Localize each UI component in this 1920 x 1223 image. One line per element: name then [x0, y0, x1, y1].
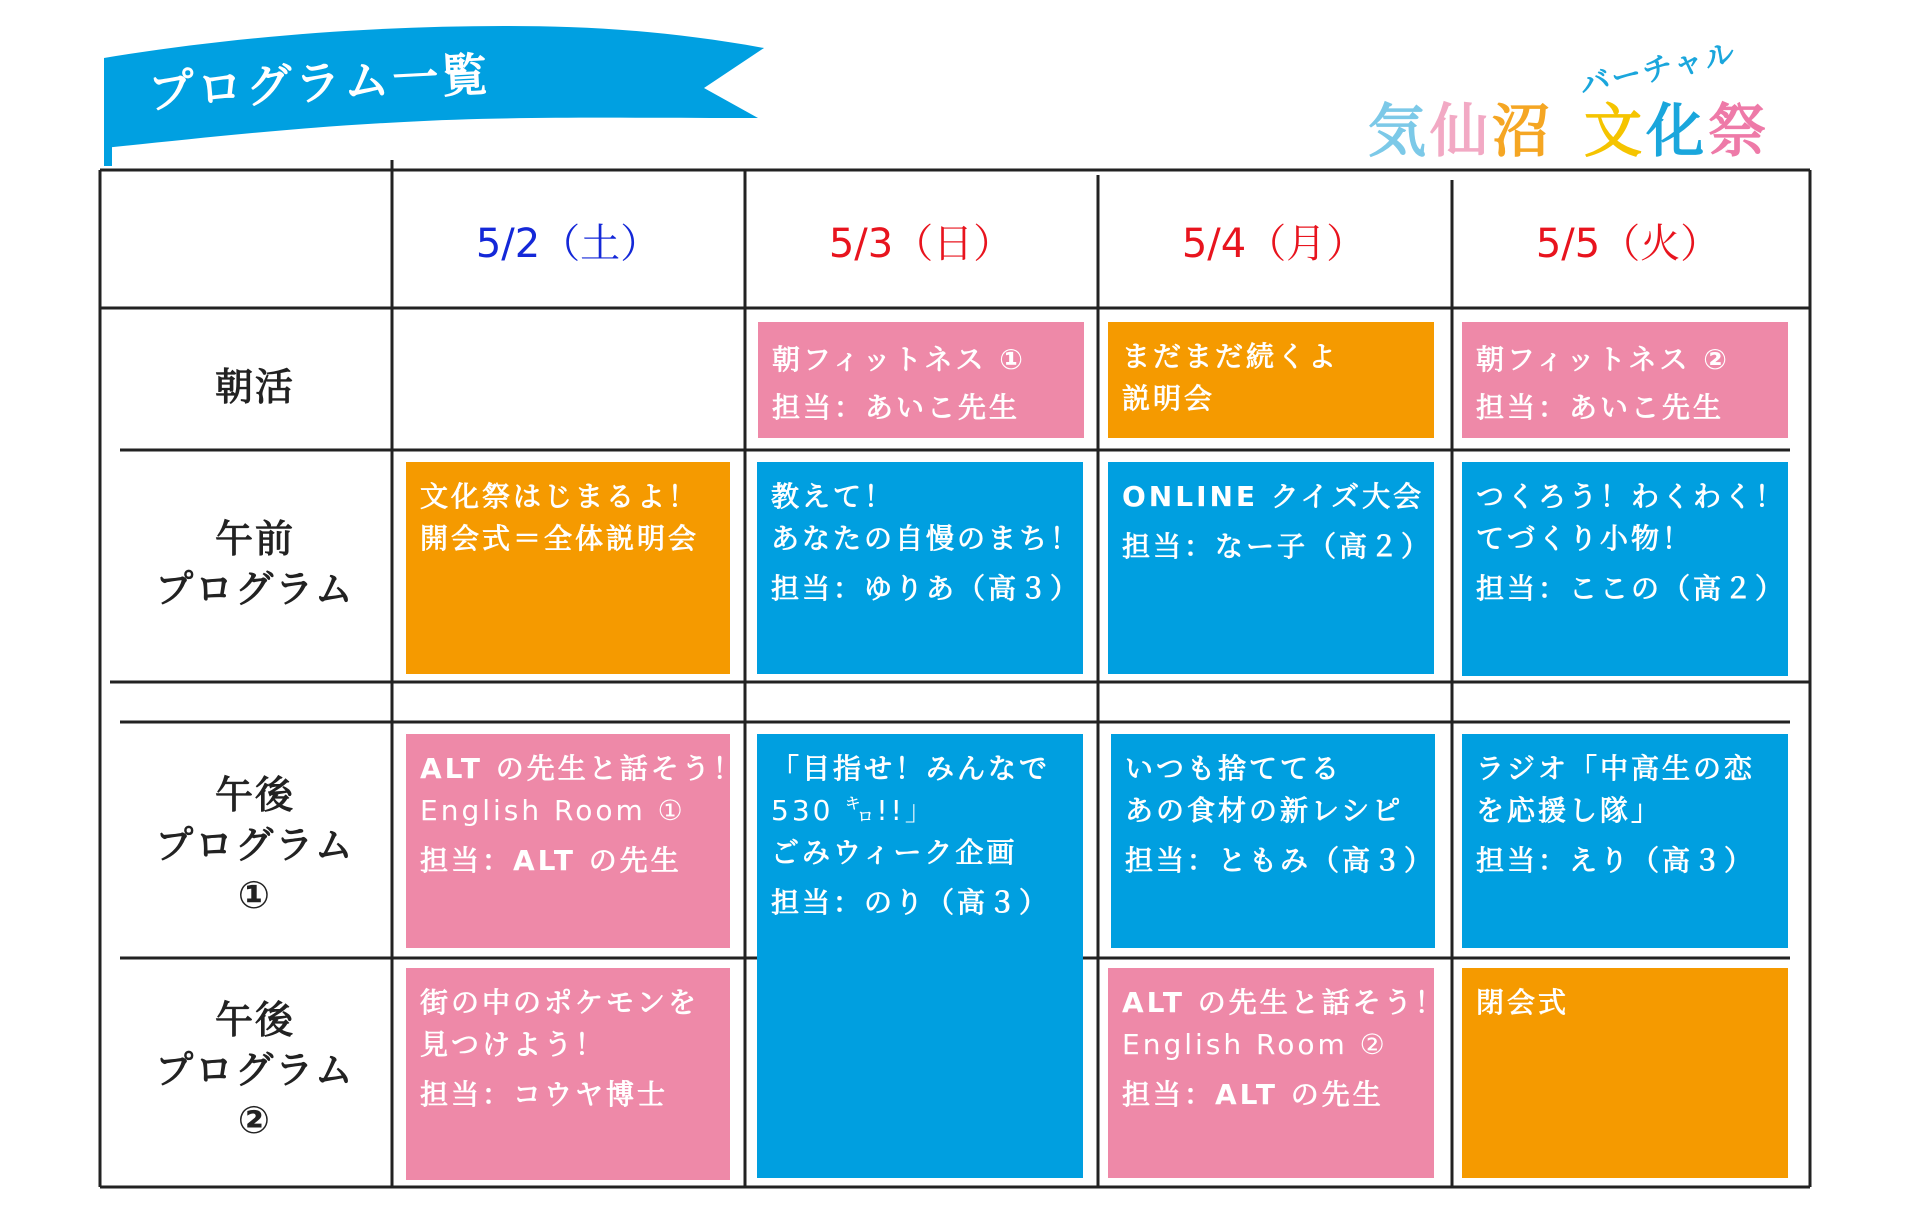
card-title: 開会式＝全体説明会: [420, 522, 700, 555]
card-host: 担当：えり（高３）: [1476, 844, 1756, 877]
program-card-d2-pm2[interactable]: [406, 968, 730, 1180]
card-title: てづくり小物！: [1476, 522, 1694, 555]
card-host: 担当：コウヤ博士: [420, 1078, 669, 1111]
card-title: 朝フィットネス ②: [1476, 343, 1730, 376]
card-title: 見つけよう！: [420, 1028, 607, 1061]
card-title: 朝フィットネス ①: [772, 343, 1026, 376]
program-card-d3-pm[interactable]: [757, 734, 1083, 1178]
logo-main-text: [1368, 84, 1770, 168]
card-host: 担当：のり（高３）: [771, 886, 1051, 919]
card-host: 担当：あいこ先生: [1476, 391, 1725, 424]
row-label-text: ①: [237, 873, 273, 917]
card-title: を応援し隊」: [1476, 794, 1663, 827]
festival-logo: [1360, 35, 1800, 165]
logo-char: 文: [1584, 97, 1647, 165]
card-host: 担当：ALT の先生: [1122, 1078, 1384, 1111]
logo-virtual-text: バーチャル: [1576, 35, 1740, 104]
program-card-d5-pm2[interactable]: [1462, 968, 1788, 1178]
row-label-text: ②: [237, 1098, 273, 1142]
card-title: ラジオ「中高生の恋: [1476, 752, 1756, 785]
row-label-morning: [110, 362, 400, 412]
program-card-d5-morning[interactable]: [1462, 322, 1788, 438]
card-title: 説明会: [1122, 382, 1216, 415]
program-card-d3-am[interactable]: [757, 462, 1083, 674]
card-title: あなたの自慢のまち！: [771, 522, 1082, 555]
logo-char: 祭: [1708, 97, 1771, 165]
card-title: 文化祭はじまるよ！: [420, 480, 700, 513]
row-label-text: プログラム: [155, 1048, 355, 1092]
card-title: English Room ①: [420, 794, 686, 827]
card-host: 担当：ここの（高２）: [1476, 572, 1787, 605]
date-header-5-2: 5/2（土）: [475, 221, 661, 267]
program-card-d5-pm1[interactable]: [1462, 734, 1788, 948]
date-header-5-4: 5/4（月）: [1181, 221, 1367, 267]
row-label-text: 午後: [214, 998, 295, 1042]
program-card-d4-am[interactable]: [1108, 462, 1434, 674]
row-label-text: プログラム: [155, 823, 355, 867]
card-title: 「目指せ！みんなで: [771, 752, 1051, 785]
card-title: 街の中のポケモンを: [420, 986, 700, 1019]
card-host: 担当：ALT の先生: [420, 844, 682, 877]
logo-char: 沼: [1492, 97, 1555, 165]
card-host: 担当：なー子（高２）: [1122, 530, 1433, 563]
card-title: ALT の先生と話そう！: [420, 752, 744, 785]
row-label-pm1: [110, 770, 400, 920]
card-title: ALT の先生と話そう！: [1122, 986, 1446, 1019]
card-title: つくろう！わくわく！: [1476, 480, 1787, 513]
card-title: 閉会式: [1476, 986, 1570, 1019]
card-title: いつも捨ててる: [1125, 752, 1343, 785]
program-card-d2-pm1[interactable]: [406, 734, 744, 948]
date-header-5-3: 5/3（日）: [828, 221, 1014, 267]
card-title: あの食材の新レシピ: [1125, 794, 1404, 827]
card-title: ONLINE クイズ大会: [1122, 480, 1425, 513]
logo-char: 化: [1646, 97, 1709, 165]
page-title: プログラム一覧: [146, 47, 492, 119]
program-card-d2-am[interactable]: [406, 462, 730, 674]
program-card-d4-pm1[interactable]: [1111, 734, 1435, 948]
logo-char: 仙: [1430, 97, 1493, 165]
row-label-am: [110, 514, 400, 614]
row-label-text: 朝活: [214, 365, 295, 409]
card-host: 担当：あいこ先生: [772, 391, 1021, 424]
program-card-d3-morning[interactable]: [758, 322, 1084, 438]
card-title: 教えて！: [771, 480, 896, 513]
card-title: English Room ②: [1122, 1028, 1388, 1061]
card-title: 530 ㌔!!」: [771, 794, 936, 827]
card-host: 担当：ともみ（高３）: [1125, 844, 1436, 877]
card-title: ごみウィーク企画: [771, 836, 1018, 869]
row-label-pm2: [110, 995, 400, 1145]
program-card-d5-am[interactable]: [1462, 462, 1788, 676]
row-label-text: 午後: [214, 773, 295, 817]
row-label-text: プログラム: [155, 567, 355, 611]
program-card-d4-pm2[interactable]: [1108, 968, 1446, 1178]
row-label-text: 午前: [214, 517, 295, 561]
date-header-5-5: 5/5（火）: [1535, 221, 1721, 267]
program-card-d4-morning[interactable]: [1108, 322, 1434, 438]
card-host: 担当：ゆりあ（高３）: [771, 572, 1082, 605]
card-title: まだまだ続くよ: [1122, 340, 1340, 373]
logo-char: 気: [1368, 97, 1431, 165]
